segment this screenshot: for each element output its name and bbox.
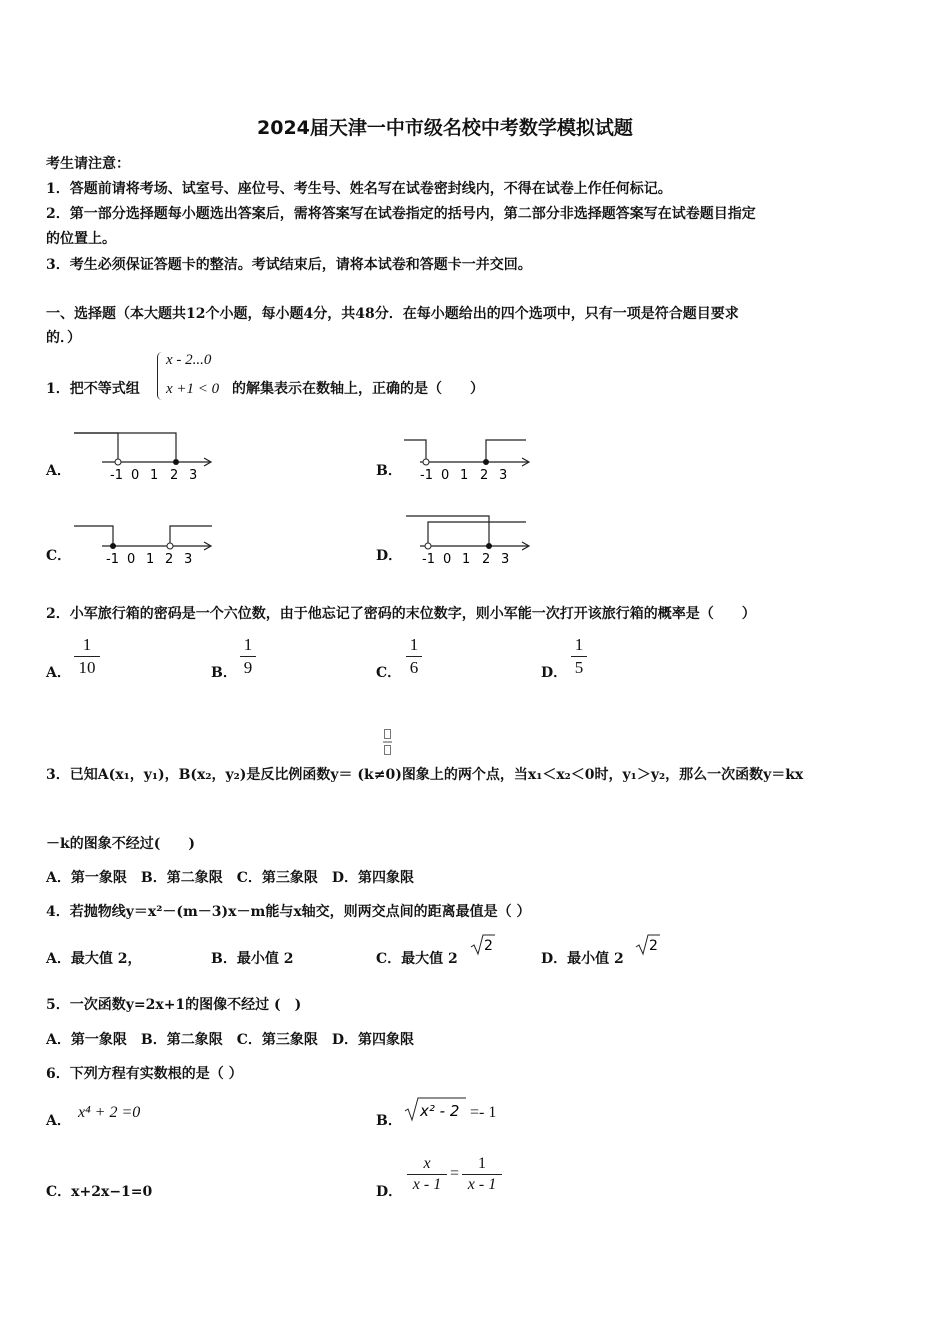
q1-option-a-number-line	[70, 428, 220, 484]
tick-label: 0	[127, 552, 136, 567]
fraction-denominator: 10	[78, 658, 96, 677]
q2-option-c-label: C．	[376, 665, 402, 681]
q1-option-a-label: A．	[46, 463, 71, 479]
q3-k-over-x-fraction-image	[383, 728, 393, 756]
notice-item-1: 1．答题前请将考场、试室号、座位号、考生号、姓名写在试卷密封线内，不得在试卷上作任何标记。	[46, 181, 672, 197]
fraction-numerator: x	[423, 1155, 431, 1172]
fraction-denominator: x - 1	[467, 1176, 497, 1193]
tick-label: -1	[420, 468, 433, 483]
tick-label: 1	[146, 552, 155, 567]
q1-option-c-label: C．	[46, 548, 72, 564]
tick-label: 2	[480, 468, 489, 483]
tick-label: 0	[131, 468, 140, 483]
q1-suffix: 的解集表示在数轴上，正确的是（ ）	[232, 381, 484, 397]
q6-option-c-label: C．	[46, 1184, 72, 1200]
tick-label: 3	[499, 468, 508, 483]
radicand: x² - 2	[420, 1102, 460, 1120]
q6-option-b-label: B．	[376, 1113, 402, 1129]
q1-system-brace	[157, 352, 162, 400]
q4-option-c-radical	[470, 933, 496, 957]
q1-option-c-number-line	[70, 512, 220, 568]
tick-label: -1	[110, 468, 123, 483]
q6-option-a-expr: x⁴ + 2 =0	[78, 1104, 141, 1121]
q4-option-a: A．最大值 2，	[46, 951, 142, 967]
q6-option-b-radical	[404, 1096, 468, 1124]
radicand: 2	[484, 938, 493, 954]
tick-label: -1	[106, 552, 119, 567]
tick-label: 1	[460, 468, 469, 483]
fraction-numerator: 1	[574, 635, 584, 654]
q2-text: 2．小军旅行箱的密码是一个六位数，由于他忘记了密码的末位数字，则小军能一次打开该旅行箱的概率是（ ）	[46, 606, 756, 622]
tick-label: 1	[150, 468, 159, 483]
q1-prefix: 1．把不等式组	[46, 381, 140, 397]
q1-option-d-label: D．	[376, 548, 403, 564]
q5-options: A．第一象限 B．第二象限 C．第三象限 D．第四象限	[46, 1032, 414, 1048]
fraction-denominator: 5	[574, 658, 584, 677]
q2-option-b-fraction	[240, 635, 256, 678]
notice-item-2-cont: 的位置上。	[46, 231, 116, 247]
fraction-numerator: 1	[82, 635, 92, 654]
q2-option-c-fraction	[406, 635, 422, 678]
q2-option-a-label: A．	[46, 665, 71, 681]
q4-option-b: B．最小值 2	[211, 951, 294, 967]
q1-option-b-label: B．	[376, 463, 402, 479]
tick-label: 2	[165, 552, 174, 567]
page-title: 2024届天津一中市级名校中考数学模拟试题	[257, 117, 633, 139]
notice-item-2: 2．第一部分选择题每小题选出答案后，需将答案写在试卷指定的括号内，第二部分非选择题答案写在试卷题目指定	[46, 206, 756, 222]
q6-option-d-label: D．	[376, 1184, 403, 1200]
tick-label: 0	[443, 552, 452, 567]
q2-option-a-fraction	[74, 635, 100, 678]
q2-option-b-label: B．	[211, 665, 237, 681]
notice-heading: 考生请注意：	[46, 156, 130, 172]
tick-label: 3	[184, 552, 193, 567]
q1-option-b-number-line	[400, 428, 550, 484]
q4-text: 4．若抛物线y＝x²－(m－3)x－m能与x轴交，则两交点间的距离最值是（ ）	[46, 904, 531, 920]
q1-system-bottom: x +1 < 0	[166, 381, 220, 397]
fraction-numerator: 1	[243, 635, 253, 654]
tick-label: 0	[441, 468, 450, 483]
fraction-denominator: x - 1	[412, 1176, 442, 1193]
q4-option-c: C．最大值 2	[376, 951, 458, 967]
q1-system-top: x - 2...0	[166, 352, 212, 368]
notice-item-3: 3．考生必须保证答题卡的整洁。考试结束后，请将本试卷和答题卡一并交回。	[46, 257, 532, 273]
section-heading: 一、选择题（本大题共12个小题，每小题4分，共48分．在每小题给出的四个选项中，只有一项是符合题目要求	[46, 306, 739, 322]
tick-label: 2	[170, 468, 179, 483]
tick-label: 2	[482, 552, 491, 567]
q3-options: A．第一象限 B．第二象限 C．第三象限 D．第四象限	[46, 870, 414, 886]
q2-option-d-fraction	[571, 635, 587, 678]
q6-option-d-right-fraction	[462, 1155, 502, 1194]
fraction-numerator: 1	[478, 1155, 486, 1172]
tick-label: 1	[462, 552, 471, 567]
radicand: 2	[649, 938, 658, 954]
q6-option-d-left-fraction	[407, 1155, 447, 1194]
q6-text: 6．下列方程有实数根的是（ ）	[46, 1066, 243, 1082]
q4-option-d-radical	[635, 933, 661, 957]
tick-label: -1	[422, 552, 435, 567]
section-heading-cont: 的．）	[46, 330, 81, 346]
q6-option-c	[46, 1181, 152, 1201]
q6-option-d-equals: =	[450, 1165, 460, 1182]
fraction-denominator: 9	[243, 658, 253, 677]
q6-option-c-expr: x+2x−1=0	[71, 1184, 153, 1200]
q1-option-d-number-line	[400, 510, 550, 568]
q3-text-cont: －k的图象不经过( )	[46, 836, 195, 852]
tick-label: 3	[189, 468, 198, 483]
tick-label: 3	[501, 552, 510, 567]
q3-text: 3．已知A(x₁，y₁)，B(x₂，y₂)是反比例函数y＝ (k≠0)图象上的两个点，当x₁＜x₂＜0时，y₁＞y₂，那么一次函数y＝kx	[46, 767, 804, 783]
fraction-numerator: 1	[409, 635, 419, 654]
q2-option-d-label: D．	[541, 665, 568, 681]
q6-option-a-label: A．	[46, 1113, 71, 1129]
q4-option-d: D．最小值 2	[541, 951, 624, 967]
q5-text: 5．一次函数y=2x+1的图像不经过 ( )	[46, 997, 302, 1013]
q6-option-b-rhs: =- 1	[470, 1104, 497, 1121]
fraction-denominator: 6	[409, 658, 419, 677]
